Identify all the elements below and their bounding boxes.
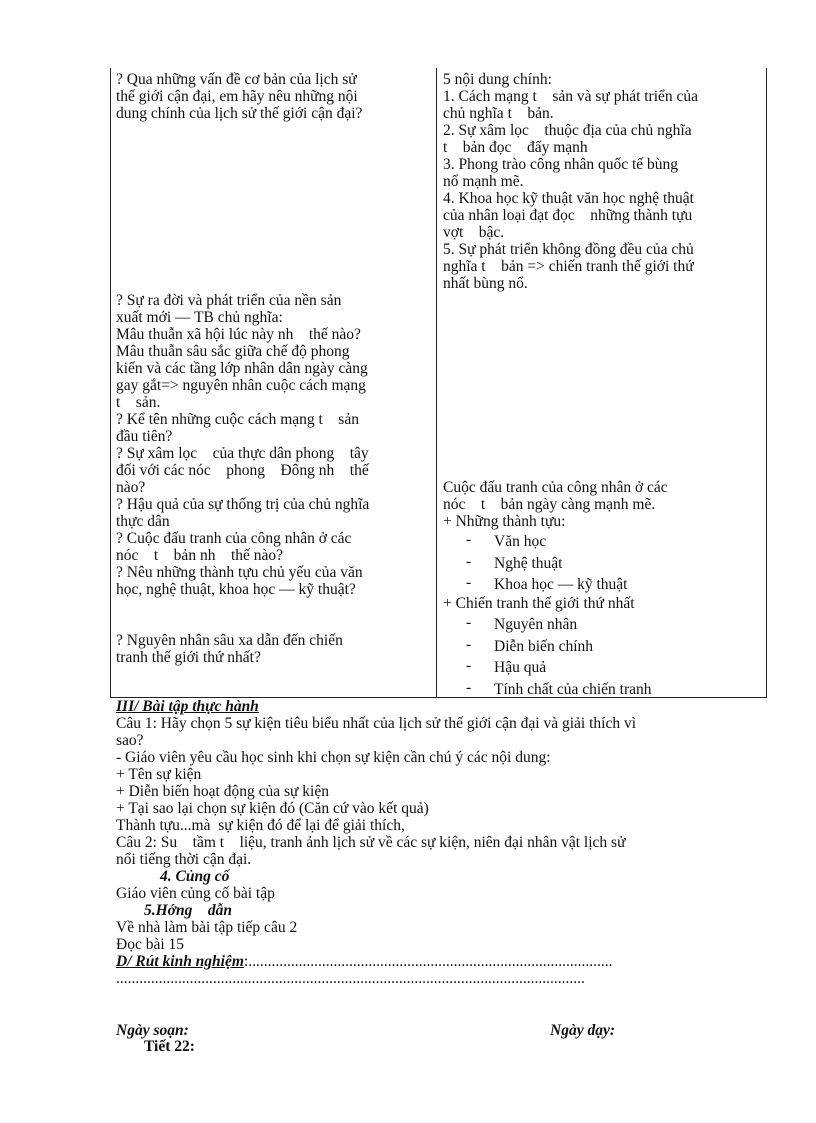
text-line: 5 nội dung chính: [443, 71, 552, 88]
text-line: + Diễn biến hoạt động của sự kiện [116, 783, 329, 800]
text-line: ? Kể tên những cuộc cách mạng t sản [116, 411, 359, 428]
experience-line [116, 953, 766, 970]
text-line: Về nhà làm bài tập tiếp câu 2 [116, 919, 298, 936]
text-line: ? Cuộc đấu tranh của công nhân ở các [116, 530, 352, 547]
teach-date-label: Ngày dạy: [550, 1022, 615, 1039]
text-line: chủ nghĩa t bản. [443, 105, 554, 122]
war-heading [443, 595, 761, 612]
question-3 [116, 632, 431, 666]
text-line: Giáo viên củng cố bài tập [116, 885, 275, 902]
text-line: nào? [116, 479, 146, 496]
text-line: tranh thế giới thứ nhất? [116, 649, 261, 666]
table-column-divider [436, 68, 437, 697]
prep-date-label: Ngày soạn: [116, 1022, 189, 1039]
text-line: 1. Cách mạng t sản và sự phát triển của [443, 88, 699, 105]
text-line: của nhân loại đạt đọc những thành tựu [443, 207, 693, 224]
text-line: 4. Khoa học kỹ thuật văn học nghệ thuật [443, 190, 694, 207]
text-line: vợt bậc. [443, 224, 505, 241]
list-item: - Nguyên nhân [466, 614, 652, 636]
text-line: Thành tựu...mà sự kiện đó để lại để giải thích, [116, 817, 405, 834]
guide-section [116, 902, 766, 953]
text-line: thực dân [116, 513, 170, 530]
text-line: Câu 2: Su tầm t liệu, tranh ảnh lịch sử về các sự kiện, niên đại nhân vật lịch sử [116, 834, 626, 851]
text-line: ? Nguyên nhân sâu xa dẫn đến chiến [116, 632, 343, 649]
text-line: Cuộc đấu tranh của công nhân ở các [443, 479, 668, 496]
text-line: Câu 1: Hãy chọn 5 sự kiện tiêu biểu nhất của lịch sử thế giới cận đại và giải thích vì [116, 715, 637, 732]
text-line: Mâu thuẫn xã hội lúc này nh thế nào? [116, 326, 361, 343]
text-line: t bản đọc đẩy mạnh [443, 139, 588, 156]
text-line: Đọc bài 15 [116, 936, 185, 953]
text-line: + Chiến tranh thế giới thứ nhất [443, 595, 635, 612]
practice-section [116, 698, 766, 868]
list-item: - Diễn biến chính [466, 636, 652, 658]
text-line: thế giới cận đại, em hãy nêu những nội [116, 88, 358, 105]
text-line: nóc t bản ngày càng mạnh mẽ. [443, 496, 656, 513]
answer-1 [443, 71, 761, 292]
text-line: ? Sự xâm lọc của thực dân phong tây [116, 445, 369, 462]
experience-dots-1: :.............................................................................................. [243, 953, 613, 970]
text-line: nhất bùng nổ. [443, 275, 528, 292]
text-line: xuất mới — TB chủ nghĩa: [116, 309, 283, 326]
achievements-list [466, 531, 627, 596]
text-line: + Tên sự kiện [116, 766, 202, 783]
list-item: - Khoa học — kỹ thuật [466, 574, 627, 596]
practice-heading: III/ Bài tập thực hành [116, 698, 259, 715]
text-line: đầu tiên? [116, 428, 173, 445]
text-line: ? Sự ra đời và phát triển của nền sản [116, 292, 342, 309]
war-items-list [466, 614, 652, 700]
text-line: học, nghệ thuật, khoa học — kỹ thuật? [116, 581, 356, 598]
consolidate-section [116, 868, 766, 902]
text-line: - Giáo viên yêu cầu học sinh khi chọn sự kiện cần chú ý các nội dung: [116, 749, 551, 766]
text-line: đối với các nóc phong Đông nh thế [116, 462, 369, 479]
text-line: nóc t bản nh thế nào? [116, 547, 284, 564]
list-item: - Tính chất của chiến tranh [466, 679, 652, 701]
text-line: nghĩa t bản => chiến tranh thế giới thứ [443, 258, 694, 275]
experience-section [116, 953, 766, 987]
experience-dots-2: ......................................................................................................................... [116, 970, 585, 987]
text-line: Mâu thuẫn sâu sắc giữa chế độ phong [116, 343, 350, 360]
lesson-number: Tiết 22: [144, 1038, 195, 1055]
text-line: kiến và các tầng lớp nhân dân ngày càng [116, 360, 368, 377]
guide-heading: 5.Hớng dẫn [144, 902, 232, 919]
text-line: nổ mạnh mẽ. [443, 173, 524, 190]
text-line: 5. Sự phát triển không đồng đều của chủ [443, 241, 694, 258]
text-line: t sản. [116, 394, 161, 411]
question-2 [116, 292, 431, 598]
question-1 [116, 71, 431, 122]
text-line: + Những thành tựu: [443, 513, 566, 530]
text-line: + Tại sao lại chọn sự kiện đó (Căn cứ vào kết quả) [116, 800, 429, 817]
experience-label: D/ Rút kinh nghiệm [116, 953, 244, 970]
list-item: - Nghệ thuật [466, 553, 627, 575]
text-line: gay gắt=> nguyên nhân cuộc cách mạng [116, 377, 366, 394]
text-line: ? Hậu quả của sự thống trị của chủ nghĩa [116, 496, 370, 513]
text-line: 2. Sự xâm lọc thuộc địa của chủ nghĩa [443, 122, 692, 139]
text-line: 3. Phong trào công nhân quốc tế bùng [443, 156, 679, 173]
text-line: sao? [116, 732, 144, 749]
consolidate-heading: 4. Củng cố [160, 868, 230, 885]
answer-2 [443, 479, 761, 530]
text-line: ? Nêu những thành tựu chủ yếu của văn [116, 564, 363, 581]
text-line: nổi tiếng thời cận đại. [116, 851, 252, 868]
list-item: - Hậu quả [466, 657, 652, 679]
text-line: dung chính của lịch sử thế giới cận đại? [116, 105, 363, 122]
text-line: ? Qua những vấn đề cơ bản của lịch sử [116, 71, 357, 88]
list-item: - Văn học [466, 531, 627, 553]
